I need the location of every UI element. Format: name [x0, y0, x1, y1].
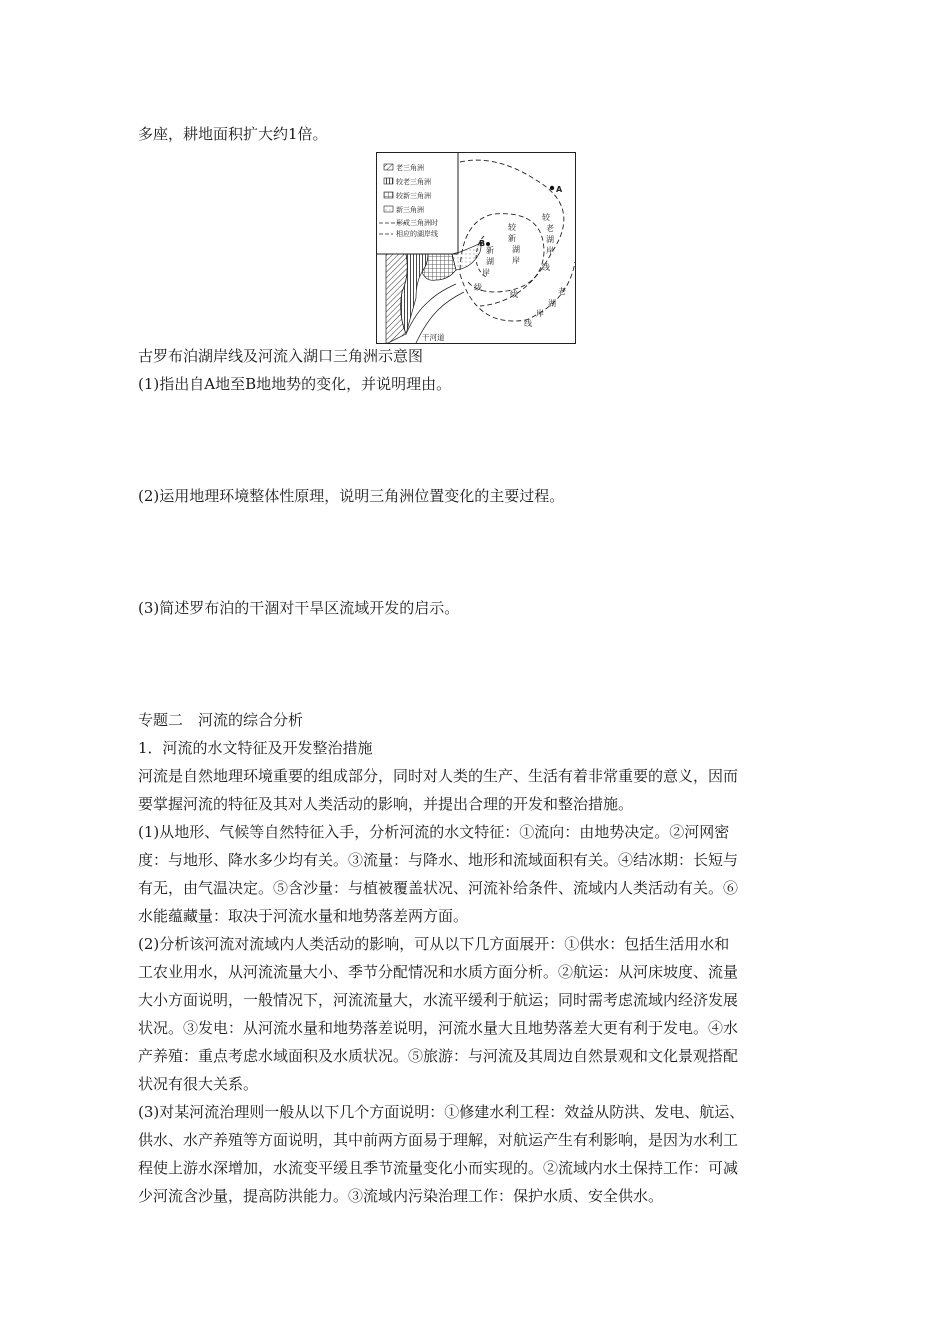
svg-text:线: 线 [510, 290, 518, 299]
river-label: 干河道 [422, 333, 445, 342]
question-1: (1)指出自A地至B地地势的变化，并说明理由。 [138, 375, 452, 393]
lake-delta-diagram [376, 152, 576, 344]
body-line: 程使上游水深增加，水流变平缓且季节流量变化小而实现的。②流域内水土保持工作：可减 [138, 1159, 739, 1177]
body-line: (1)从地形、气候等自然特征入手，分析河流的水文特征：①流向：由地势决定。②河网密 [138, 823, 730, 841]
legend-item-shore-1: 形成三角洲时 [396, 219, 438, 227]
svg-text:老: 老 [558, 287, 566, 296]
svg-text:线: 线 [524, 319, 532, 328]
point-a-label: A [556, 185, 563, 194]
svg-text:湖: 湖 [512, 245, 520, 254]
body-line: 状况有很大关系。 [138, 1075, 259, 1093]
body-line: 少河流含沙量，提高防洪能力。③流域内污染治理工作：保护水质、安全供水。 [138, 1187, 664, 1205]
svg-text:新: 新 [486, 246, 494, 255]
legend-item-shore-2: 相应的湖岸线 [396, 230, 438, 238]
topic-title: 专题二 河流的综合分析 [138, 711, 304, 729]
body-line: 供水、水产养殖等方面说明，其中前两方面易于理解，对航运产生有利影响，是因为水利工 [138, 1131, 739, 1149]
svg-text:新: 新 [508, 234, 516, 243]
legend-item-newer: 较新三角洲 [396, 192, 431, 200]
body-line: (3)对某河流治理则一般从以下几个方面说明：①修建水利工程：效益从防洪、发电、航运、 [138, 1103, 745, 1121]
body-line: 大小方面说明，一般情况下，河流流量大，水流平缓利于航运；同时需考虑流域内经济发展 [138, 991, 739, 1009]
svg-text:湖: 湖 [546, 235, 554, 244]
svg-text:湖: 湖 [548, 299, 556, 308]
body-line: 产养殖：重点考虑水域面积及水质状况。⑤旅游：与河流及其周边自然景观和文化景观搭配 [138, 1047, 739, 1065]
topic-subtitle: 1．河流的水文特征及开发整治措施 [138, 739, 373, 757]
svg-text:湖: 湖 [486, 257, 494, 266]
body-line: 水能蕴藏量：取决于河流水量和地势落差两方面。 [138, 907, 469, 925]
question-3: (3)简述罗布泊的干涸对干旱区流域开发的启示。 [138, 599, 460, 617]
body-line: 状况。③发电：从河流水量和地势落差说明，河流水量大且地势落差大更有利于发电。④水 [138, 1019, 739, 1037]
body-line: 有无，由气温决定。⑤含沙量：与植被覆盖状况、河流补给条件、流域内人类活动有关。⑥ [138, 879, 739, 897]
body-line: 度：与地形、降水多少均有关。③流量：与降水、地形和流域面积有关。④结冰期：长短与 [138, 851, 739, 869]
svg-text:岸: 岸 [546, 246, 554, 255]
legend-item-old: 老三角洲 [396, 164, 424, 172]
body-line: 河流是自然地理环境重要的组成部分，同时对人类的生产、生活有着非常重要的意义，因而 [138, 767, 739, 785]
question-2: (2)运用地理环境整体性原理，说明三角洲位置变化的主要过程。 [138, 487, 565, 505]
intro-line: 多座，耕地面积扩大约1倍。 [138, 125, 328, 143]
figure-caption: 古罗布泊湖岸线及河流入湖口三角洲示意图 [138, 347, 424, 365]
svg-text:岸: 岸 [536, 309, 544, 318]
svg-text:岸: 岸 [482, 268, 490, 277]
point-b-label: B [479, 239, 486, 248]
svg-text:线: 线 [542, 263, 550, 272]
svg-text:老: 老 [546, 224, 554, 233]
legend-item-older: 较老三角洲 [396, 178, 431, 186]
body-line: 要掌握河流的特征及其对人类活动的影响，并提出合理的开发和整治措施。 [138, 795, 634, 813]
svg-text:较: 较 [542, 213, 550, 222]
point-a-marker [550, 186, 554, 190]
svg-text:岸: 岸 [512, 256, 520, 265]
svg-text:较: 较 [508, 223, 516, 232]
body-line: 工农业用水，从河流流量大小、季节分配情况和水质方面分析。②航运：从河床坡度、流量 [138, 963, 739, 981]
svg-text:线: 线 [474, 283, 482, 292]
legend-item-new: 新三角洲 [396, 206, 424, 214]
body-line: (2)分析该河流对流域内人类活动的影响，可从以下几方面展开：①供水：包括生活用水和 [138, 935, 730, 953]
